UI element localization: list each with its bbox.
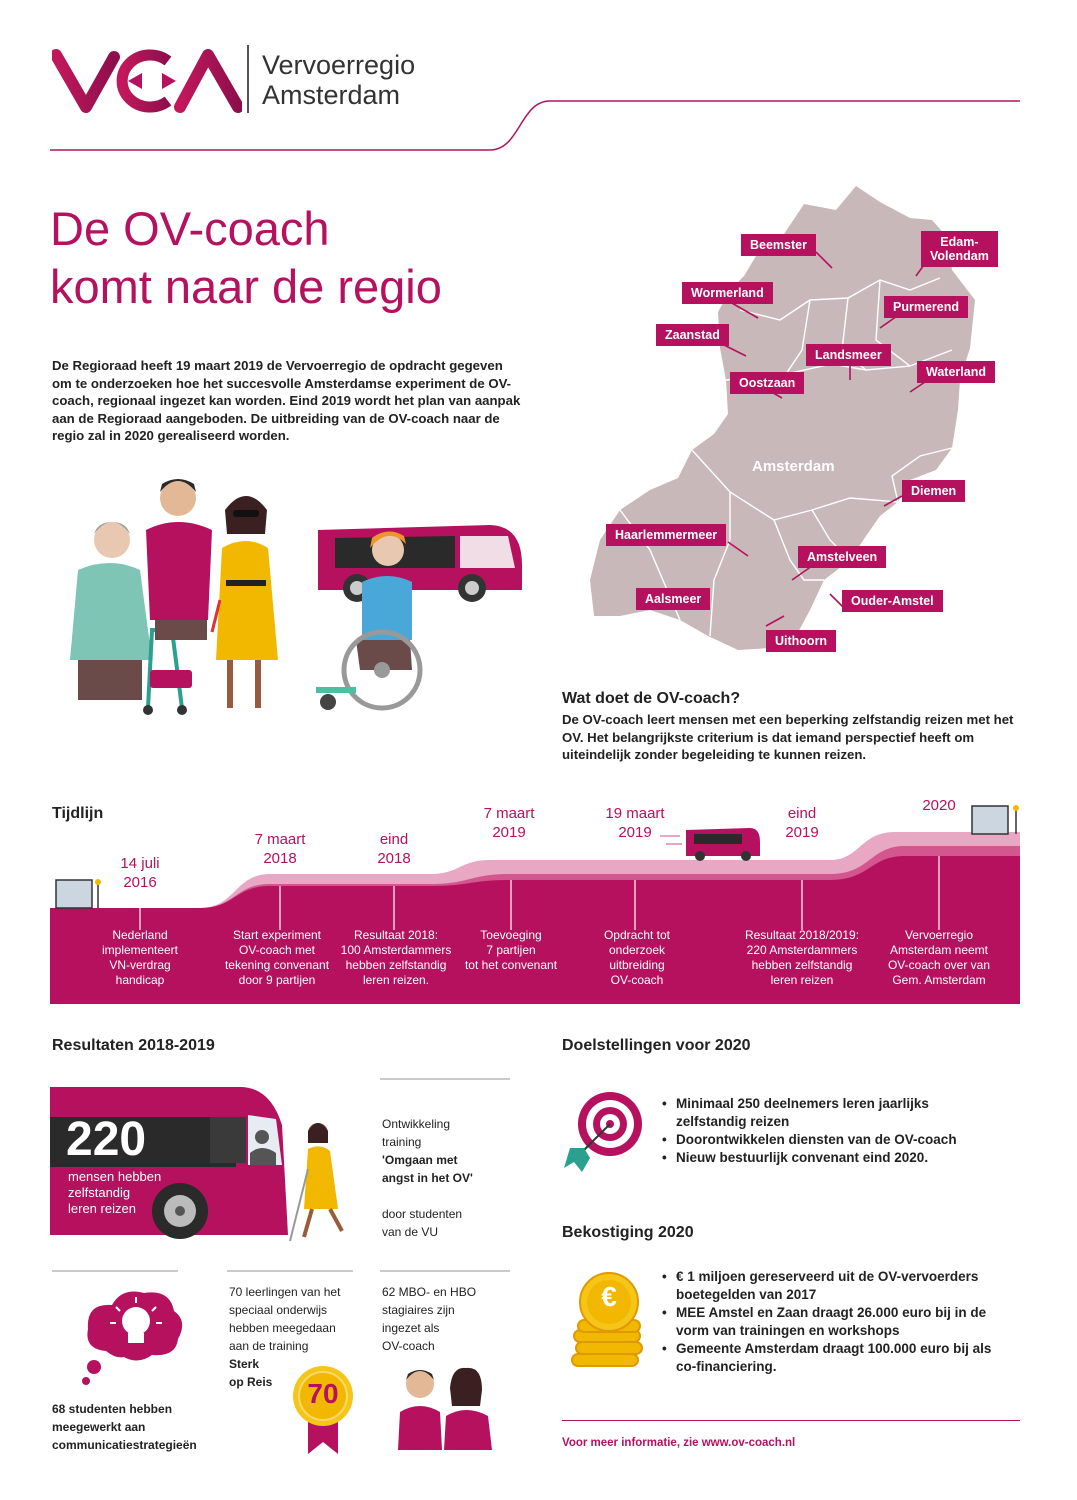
bus-icon	[318, 525, 522, 602]
travellers-illustration	[60, 470, 530, 725]
funding-list	[662, 1268, 1002, 1376]
timeline-date-2: 7 maart 2018	[254, 831, 306, 867]
funding-item: • € 1 miljoen gereserveerd uit de OV-vervoerders boetegelden van 2017	[662, 1268, 1002, 1304]
medal-number: 70	[307, 1378, 339, 1409]
goal-item: • Doorontwikkelen diensten van de OV-coach	[662, 1131, 982, 1149]
funding-item: • Gemeente Amsterdam draagt 100.000 euro bij als co-financiering.	[662, 1340, 1002, 1376]
title-line1: De OV-coach	[50, 202, 330, 255]
man-icon	[146, 479, 212, 640]
coin-symbol: €	[601, 1281, 617, 1312]
timeline-text-1: Nederland implementeert VN-verdrag handicap	[101, 928, 179, 987]
interns-text: 62 MBO- en HBO stagiaires zijn ingezet als OV-coach	[382, 1285, 477, 1353]
training-post: door studenten van de VU	[382, 1207, 463, 1239]
results-heading: Resultaten 2018-2019	[52, 1037, 215, 1054]
goal-item: • Minimaal 250 deelnemers leren jaarlijks zelfstandig reizen	[662, 1095, 982, 1131]
results-big-caption: mensen hebben zelfstandig leren reizen	[68, 1169, 162, 1216]
divider-interns	[380, 1270, 510, 1272]
funding-heading: Bekostiging 2020	[562, 1224, 694, 1241]
timeline-text-6: Resultaat 2018/2019: 220 Amsterdammers hebben zelfstandig leren reizen	[744, 928, 860, 987]
pupils-pre: 70 leerlingen van het speciaal onderwijs hebben meegedaan aan de training	[229, 1285, 341, 1353]
timeline-date-4: 7 maart 2019	[483, 805, 535, 841]
header	[0, 0, 1077, 160]
goals-list	[662, 1095, 982, 1167]
training-pre: Ontwikkeling training	[382, 1117, 451, 1149]
map-label-zaanstad: Zaanstad	[656, 324, 729, 346]
walking-woman-icon	[290, 1123, 342, 1241]
timeline-text-5: Opdracht tot onderzoek uitbreiding OV-coach	[603, 928, 671, 987]
training-text	[382, 1097, 512, 1241]
divider-training	[380, 1078, 510, 1080]
map-center-label: Amsterdam	[752, 458, 835, 475]
map-label-uithoorn: Uithoorn	[766, 630, 836, 652]
map-label-beemster: Beemster	[741, 234, 816, 256]
timeline-heading: Tijdlijn	[52, 805, 104, 822]
footer-link[interactable]: Voor meer informatie, zie www.ov-coach.nl	[562, 1437, 796, 1449]
timeline-text-4: Toevoeging 7 partijen tot het convenant	[464, 928, 558, 972]
region-map	[580, 180, 1040, 680]
map-label-haarlemmermeer: Haarlemmermeer	[606, 524, 726, 546]
divider-students	[52, 1270, 178, 1272]
timeline-date-6: eind 2019	[785, 805, 819, 841]
lightbulb-cloud-icon	[80, 1285, 190, 1385]
timeline-date-3: eind 2018	[377, 831, 411, 867]
map-label-waterland: Waterland	[917, 361, 995, 383]
goal-item: • Nieuw bestuurlijk convenant eind 2020.	[662, 1149, 982, 1167]
map-label-landsmeer: Landsmeer	[806, 344, 891, 366]
intro-text: De Regioraad heeft 19 maart 2019 de Vervoerregio de opdracht gegeven om te onderzoeken hoe het succesvolle Amsterdamse experiment de OV-coach, regionaal ingezet kan worden. Eind 2019 wordt het plan van aanpak aan de Regioraad aangeboden. De uitbreiding van de OV-coach naar de regio zal in 2020 gerealiseerd worden.	[52, 358, 521, 443]
timeline-date-7: 2020	[922, 797, 956, 814]
what-text: De OV-coach leert mensen met een beperking zelfstandig reizen met het OV. Het belangrijkste criterium is dat iemand perspectief heeft om uiteindelijk zonder begeleiding te kunnen reizen.	[562, 712, 1014, 762]
timeline-text-7: Vervoerregio Amsterdam neemt OV-coach over van Gem. Amsterdam	[887, 928, 991, 987]
students-text: 68 studenten hebben meegewerkt aan communicatiestrategieën	[52, 1402, 197, 1452]
target-icon	[562, 1088, 648, 1174]
map-label-ouderamstel: Ouder-Amstel	[842, 590, 943, 612]
pupils-title: Sterk op Reis	[229, 1357, 273, 1389]
map-label-purmerend: Purmerend	[884, 296, 968, 318]
org-line2: Amsterdam	[262, 80, 401, 110]
map-label-wormerland: Wormerland	[682, 282, 773, 304]
page-title	[50, 200, 442, 316]
goals-heading: Doelstellingen voor 2020	[562, 1037, 751, 1054]
funding-item: • MEE Amstel en Zaan draagt 26.000 euro bij in de vorm van trainingen en workshops	[662, 1304, 1002, 1340]
map-label-oostzaan: Oostzaan	[730, 372, 804, 394]
results-big-number: 220	[66, 1113, 147, 1166]
training-title: 'Omgaan met angst in het OV'	[382, 1153, 473, 1185]
map-label-diemen: Diemen	[902, 480, 965, 502]
timeline-text-2: Start experiment OV-coach met tekening convenant door 9 partijen	[224, 928, 330, 987]
divider-pupils	[227, 1270, 353, 1272]
interns-people-icon	[396, 1362, 496, 1450]
map-label-aalsmeer: Aalsmeer	[636, 588, 710, 610]
what-heading: Wat doet de OV-coach?	[562, 690, 741, 707]
timeline-date-5: 19 maart 2019	[605, 805, 665, 841]
org-line1: Vervoerregio	[262, 50, 416, 80]
title-line2: komt naar de regio	[50, 260, 442, 313]
footer-rule	[562, 1420, 1020, 1421]
timeline-text-3: Resultaat 2018: 100 Amsterdammers hebben zelfstandig leren reizen.	[340, 928, 452, 987]
header-curve	[50, 95, 1022, 155]
map-label-amstelveen: Amstelveen	[798, 546, 886, 568]
timeline-date-1: 14 juli 2016	[120, 855, 160, 891]
map-label-edam: Edam- Volendam	[921, 231, 998, 267]
